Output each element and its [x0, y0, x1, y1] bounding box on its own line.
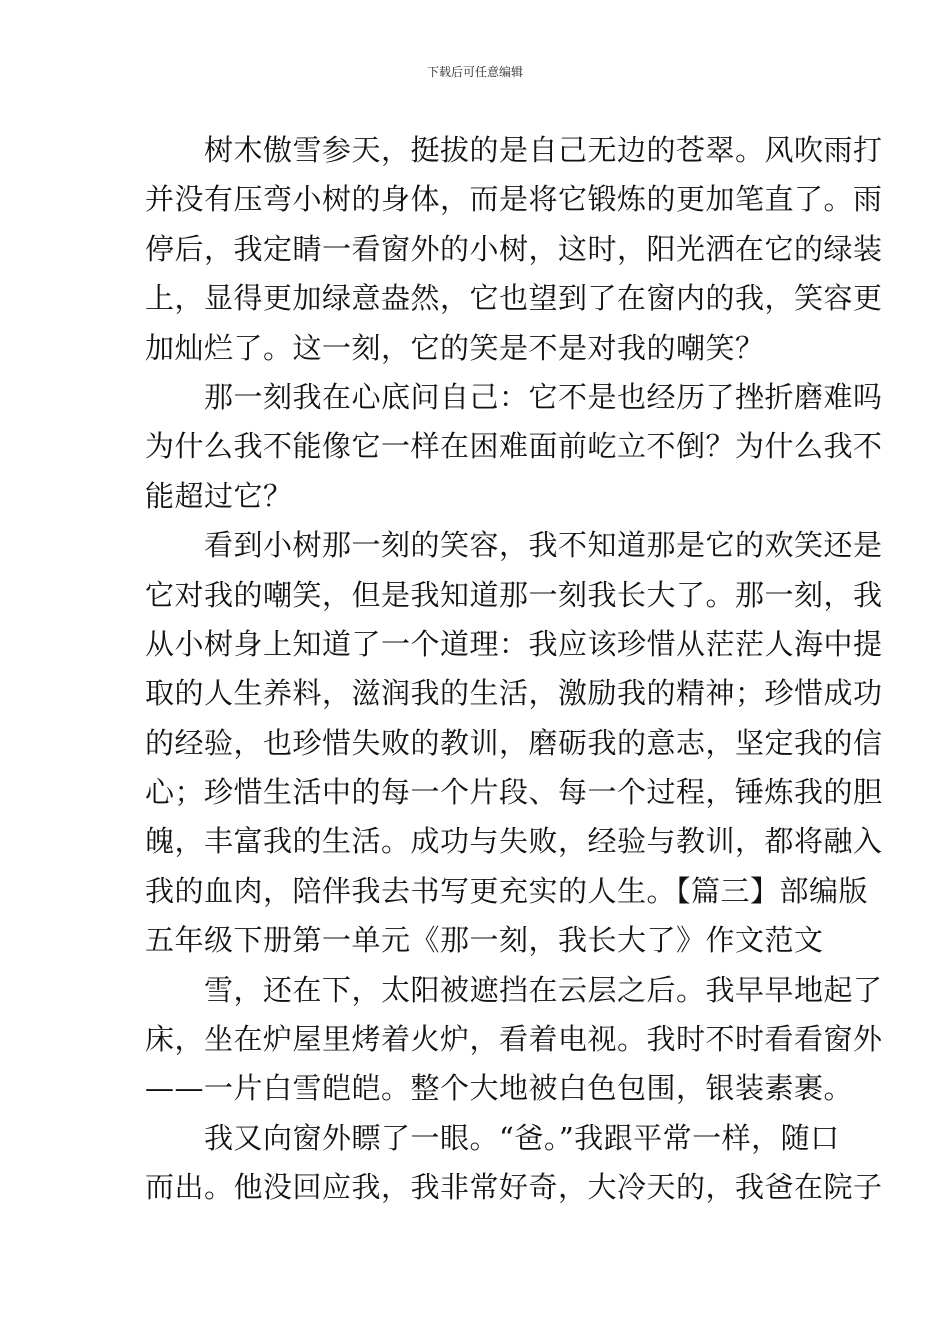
text-line: 为什么我不能像它一样在困难面前屹立不倒？为什么我不 [145, 429, 883, 464]
text-line: 我的血肉，陪伴我去书写更充实的人生。【篇三】部编版 [145, 873, 869, 908]
text-line: 树木傲雪参天，挺拔的是自己无边的苍翠。风吹雨打 [145, 133, 883, 167]
text-line: 并没有压弯小树的身体，而是将它锻炼的更加笔直了。雨 [145, 182, 883, 217]
text-line: 它对我的嘲笑，但是我知道那一刻我长大了。那一刻，我 [145, 577, 883, 612]
text-line: 魄，丰富我的生活。成功与失败，经验与教训，都将融入 [145, 824, 883, 859]
text-line: 取的人生养料，滋润我的生活，激励我的精神；珍惜成功 [145, 676, 883, 711]
page-header: 下载后可任意编辑 [426, 65, 523, 79]
text-line: ——一片白雪皑皑。整个大地被白色包围，银装素裹。 [145, 1071, 854, 1106]
document-body [145, 126, 883, 1213]
text-line: 上，显得更加绿意盎然，它也望到了在窗内的我，笑容更 [145, 281, 883, 316]
text-line: 那一刻我在心底问自己：它不是也经历了挫折磨难吗 [145, 379, 883, 414]
text-line: 加灿烂了。这一刻，它的笑是不是对我的嘲笑？ [145, 330, 765, 365]
text-line: 看到小树那一刻的笑容，我不知道那是它的欢笑还是 [145, 528, 883, 563]
text-line: 而出。他没回应我，我非常好奇，大冷天的，我爸在院子 [145, 1170, 883, 1205]
text-line: 从小树身上知道了一个道理：我应该珍惜从茫茫人海中提 [145, 626, 883, 661]
text-line: 雪，还在下，太阳被遮挡在云层之后。我早早地起了 [145, 972, 883, 1007]
text-line: 我又向窗外瞟了一眼。“爸。”我跟平常一样，随口 [145, 1120, 840, 1155]
text-line: 心；珍惜生活中的每一个片段、每一个过程，锤炼我的胆 [145, 775, 883, 810]
text-line: 五年级下册第一单元《那一刻，我长大了》作文范文 [145, 923, 824, 958]
text-line: 床，坐在炉屋里烤着火炉，看着电视。我时不时看看窗外 [145, 1022, 883, 1057]
text-line: 停后，我定睛一看窗外的小树，这时，阳光洒在它的绿装 [145, 231, 883, 266]
text-line: 能超过它？ [145, 478, 293, 513]
text-line: 的经验，也珍惜失败的教训，磨砺我的意志，坚定我的信 [145, 725, 883, 760]
